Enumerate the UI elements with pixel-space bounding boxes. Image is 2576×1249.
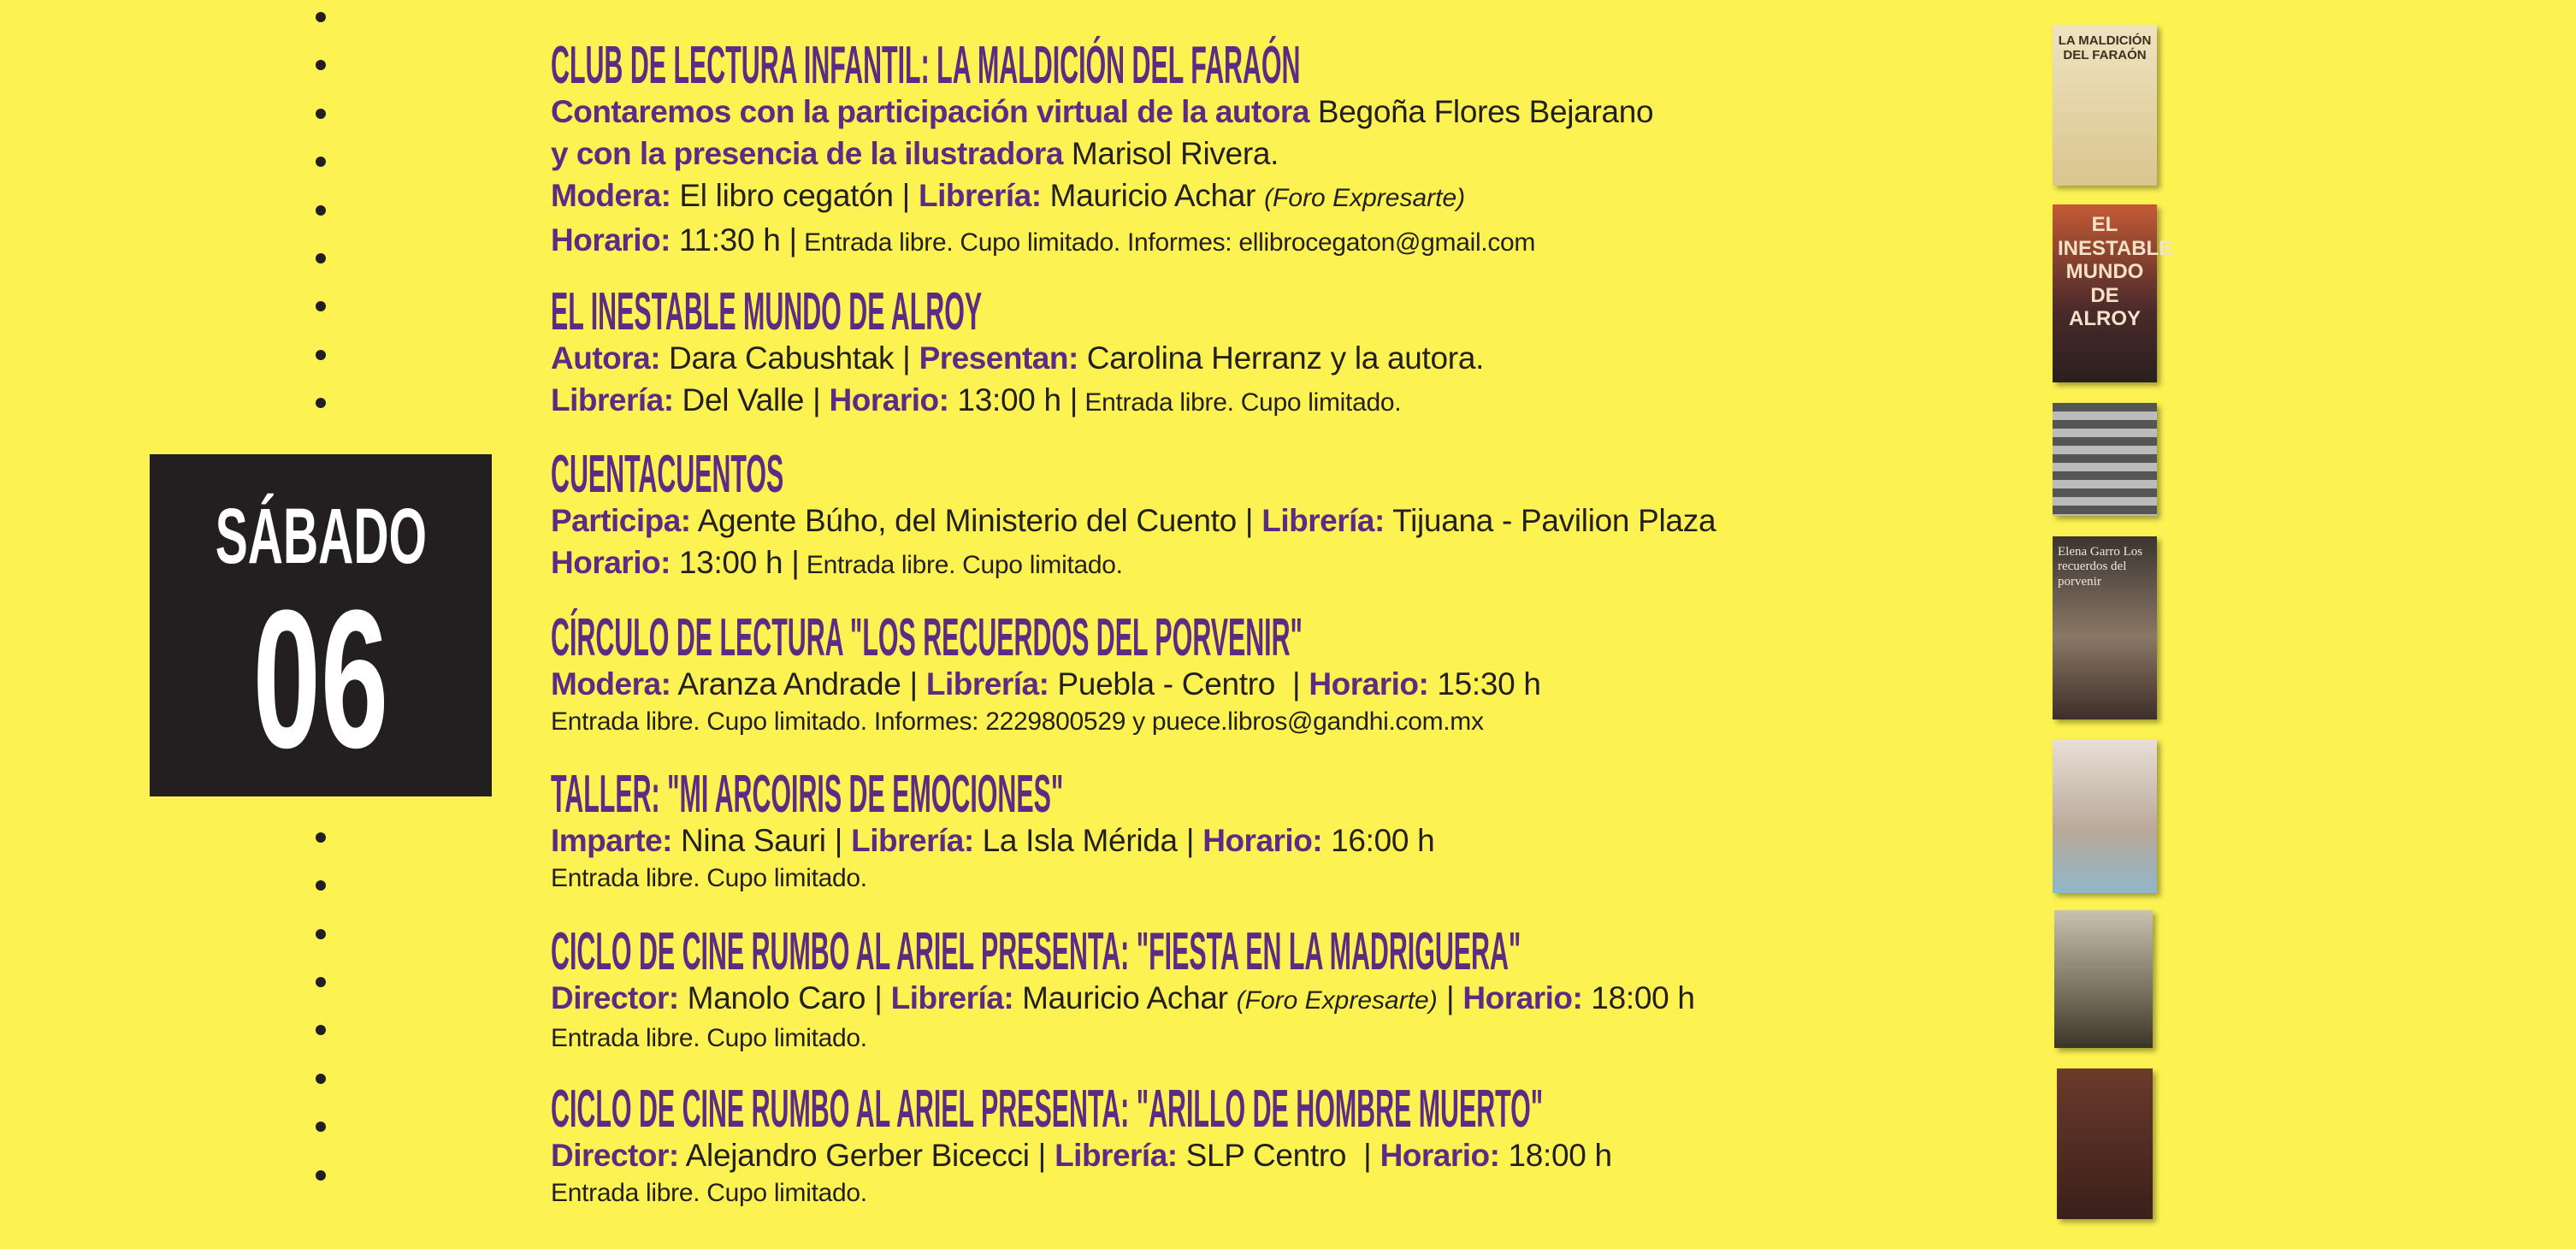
event-detail-line [551,1021,2022,1056]
separator: | [1244,503,1254,538]
photo-agente-buho [2053,403,2157,516]
event-detail-line [551,820,2022,861]
timeline-dot [316,832,326,843]
event-item [551,922,2022,1056]
detail-label: Librería: [551,382,674,417]
timeline-dot [316,301,326,311]
event-title: CICLO DE CINE RUMBO AL ARIEL PRESENTA: "ARILLO DE HOMBRE MUERTO" [551,1080,1544,1139]
timeline-dot [316,1074,326,1084]
separator: | [1363,1138,1372,1173]
event-title: CÍRCULO DE LECTURA "LOS RECUERDOS DEL PORVENIR" [551,608,1303,667]
event-item [551,445,2022,586]
timeline-dot [316,929,326,939]
cover-title: LA MALDICIÓN DEL FARAÓN [2058,33,2152,63]
detail-note: Entrada libre. Cupo limitado. [551,1024,867,1052]
cover-title: Elena Garro Los recuerdos del porvenir [2058,545,2143,589]
cover-la-maldicion-del-faraon [2053,25,2157,186]
date-badge [150,454,492,796]
timeline-dot [316,109,326,119]
detail-note: Entrada libre. Cupo limitado. [551,1179,867,1207]
separator: | [789,222,798,257]
detail-value: 13:00 h [670,545,792,580]
timeline-dot [316,350,326,360]
timeline-dot [316,1025,326,1035]
detail-label: Participa: [551,503,691,538]
event-title: EL INESTABLE MUNDO DE ALROY [551,282,983,341]
event-detail-line [551,1134,2022,1176]
cover-title: EL INESTABLE MUNDO DE ALROY [2058,213,2173,331]
event-item [551,765,2022,896]
detail-label: Horario: [1371,1138,1500,1173]
separator: | [902,340,911,376]
detail-label: Director: [551,980,679,1015]
separator: | [834,823,843,858]
separator: | [874,980,883,1015]
detail-note: Entrada libre. Cupo limitado. [1078,388,1402,417]
event-detail-line [551,977,2022,1021]
detail-value: Tijuana - Pavilion Plaza [1384,503,1716,538]
detail-label: Horario: [1194,823,1323,858]
detail-label: Horario: [1454,980,1583,1015]
event-item [551,36,2022,263]
timeline-dot [316,12,326,22]
detail-value: 13:00 h [948,382,1070,417]
event-detail-line [551,500,2022,542]
detail-note: Entrada libre. Cupo limitado. [551,864,867,892]
separator: | [1037,1138,1047,1173]
timeline-dot [316,205,326,216]
detail-label: Horario: [551,545,671,580]
event-item [551,282,2022,423]
separator: | [1069,382,1078,417]
detail-label: Librería: [842,823,974,858]
poster-arillo-de-hombre-muerto [2057,1068,2153,1219]
detail-value: SLP Centro [1177,1138,1364,1173]
detail-label: y con la presencia de la ilustradora [551,136,1063,171]
detail-value: La Isla Mérida [973,823,1186,858]
detail-venue-note: (Foro Expresarte) [1236,986,1438,1015]
day-name: SÁBADO [215,493,427,580]
detail-label: Contaremos con la participación virtual de la autora [551,94,1309,129]
separator: | [901,178,911,213]
timeline-dot [316,1122,326,1132]
event-detail-line [551,175,2022,219]
detail-value: Aranza Andrade [671,666,910,701]
detail-value: 11:30 h [670,222,789,257]
separator: | [791,545,800,580]
detail-label: Imparte: [551,823,672,858]
detail-value: Dara Cabushtak [660,340,903,376]
event-detail-line [551,91,2022,133]
detail-value: 15:30 h [1428,666,1541,701]
event-detail-line [551,1176,2022,1211]
detail-value: 18:00 h [1582,980,1695,1015]
cover-los-recuerdos-del-porvenir [2053,536,2157,719]
event-title: CUENTACUENTOS [551,445,784,504]
event-title: CLUB DE LECTURA INFANTIL: LA MALDICIÓN DEL FARAÓN [551,36,1301,95]
detail-note: Entrada libre. Cupo limitado. Informes: ellibrocegaton@gmail.com [797,228,1536,257]
detail-value: Agente Búho, del Ministerio del Cuento [690,503,1245,538]
event-title: CICLO DE CINE RUMBO AL ARIEL PRESENTA: "FIESTA EN LA MADRIGUERA" [551,922,1521,981]
detail-value: Mauricio Achar [1013,980,1237,1015]
detail-venue-note: (Foro Expresarte) [1264,184,1466,212]
event-detail-line [551,133,2022,175]
detail-label: Modera: [551,178,671,213]
event-detail-line [551,663,2022,705]
detail-value: El libro cegatón [671,178,902,213]
detail-label: Autora: [551,340,661,376]
timeline-dot [316,60,326,70]
timeline-dot [316,253,326,263]
event-detail-line [551,542,2022,586]
detail-label: Librería: [918,666,1049,701]
detail-label: Librería: [910,178,1042,213]
event-item [551,1080,2022,1211]
event-title: TALLER: "MI ARCOIRIS DE EMOCIONES" [551,765,1064,824]
poster-fiesta-en-la-madriguera [2054,910,2153,1048]
timeline-dot [316,977,326,987]
detail-value: 18:00 h [1499,1138,1612,1173]
detail-value: Nina Sauri [671,823,835,858]
detail-value: Puebla - Centro [1049,666,1293,701]
detail-label: Horario: [1300,666,1429,701]
detail-value: Begoña Flores Bejarano [1309,94,1654,129]
detail-note: Entrada libre. Cupo limitado. Informes: 2229800529 y puece.libros@gandhi.com.mx [551,707,1484,736]
separator: | [1185,823,1195,858]
event-item [551,608,2022,739]
detail-value: Mauricio Achar [1041,178,1265,213]
detail-label: Director: [551,1138,679,1173]
timeline-dot [316,157,326,167]
detail-value: 16:00 h [1322,823,1435,858]
event-detail-line [551,379,2022,423]
detail-label: Modera: [551,666,671,701]
separator: | [909,666,919,701]
event-detail-line [551,337,2022,379]
day-number: 06 [252,569,389,789]
detail-value: Alejandro Gerber Bicecci [678,1138,1038,1173]
cover-el-inestable-mundo-de-alroy [2053,204,2173,382]
detail-value: Manolo Caro [678,980,875,1015]
detail-label: Presentan: [910,340,1078,376]
timeline-dot [316,880,326,891]
separator: | [812,382,821,417]
event-detail-line [551,219,2022,263]
separator: | [1437,980,1455,1015]
detail-label: Librería: [882,980,1014,1015]
detail-label: Librería: [1253,503,1385,538]
event-detail-line [551,861,2022,896]
event-detail-line [551,705,2022,739]
detail-label: Horario: [551,222,671,257]
detail-value: Del Valle [673,382,813,417]
detail-label: Librería: [1046,1138,1178,1173]
detail-label: Horario: [820,382,949,417]
separator: | [1292,666,1301,701]
photo-nina-sauri [2053,739,2157,893]
detail-value: Marisol Rivera. [1062,136,1279,171]
detail-value: Carolina Herranz y la autora. [1078,340,1485,376]
timeline-dot [316,1170,326,1181]
timeline-dot [316,398,326,408]
detail-note: Entrada libre. Cupo limitado. [799,551,1123,579]
